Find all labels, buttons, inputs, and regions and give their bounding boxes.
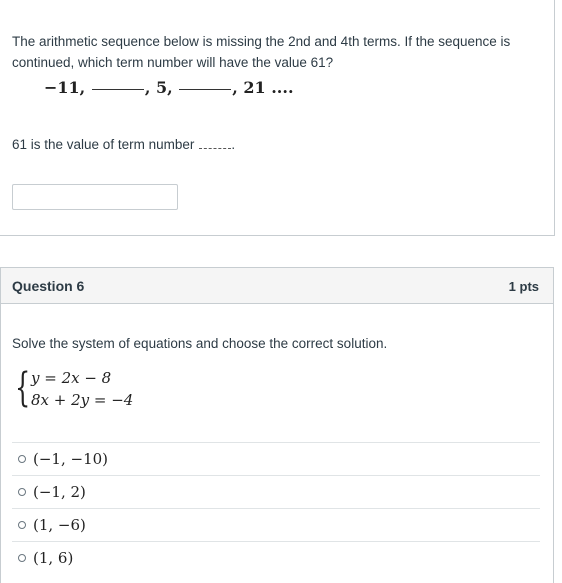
answer-option-label[interactable]: (−1, 2) — [33, 483, 86, 501]
equation-1: y = 2x − 8 — [31, 369, 112, 387]
term-number-answer-input[interactable] — [12, 184, 178, 210]
answer-option-1[interactable] — [12, 442, 540, 475]
brace-symbol: { — [15, 365, 31, 411]
term-number-blank — [199, 148, 231, 149]
question-6-prompt: Solve the system of equations and choose the correct solution. — [12, 336, 388, 351]
question-6-card — [0, 267, 554, 583]
sequence-term-1: −11, — [44, 78, 86, 97]
question-6-header — [1, 267, 553, 304]
question-points: 1 pts — [508, 279, 539, 294]
sequence-expression — [44, 78, 294, 97]
radio-button-icon[interactable] — [18, 554, 26, 562]
radio-button-icon[interactable] — [18, 488, 26, 496]
sequence-term-5: , 21 .... — [232, 78, 294, 97]
answer-option-4[interactable] — [12, 541, 540, 574]
answer-options — [12, 442, 540, 574]
answer-option-label[interactable]: (−1, −10) — [33, 450, 109, 468]
radio-button-icon[interactable] — [18, 521, 26, 529]
radio-button-icon[interactable] — [18, 455, 26, 463]
sequence-blank-2 — [92, 89, 144, 90]
equation-2: 8x + 2y = −4 — [31, 391, 134, 409]
answer-option-2[interactable] — [12, 475, 540, 508]
answer-option-label[interactable]: (1, 6) — [33, 549, 74, 567]
question-5-prompt: The arithmetic sequence below is missing the 2nd and 4th terms. If the sequence is continued, which term number will have the value 61? — [12, 34, 511, 70]
question-title: Question 6 — [12, 278, 85, 294]
answer-option-label[interactable]: (1, −6) — [33, 516, 86, 534]
term-number-sentence — [12, 137, 235, 152]
term-number-prompt: 61 is the value of term number — [12, 137, 195, 152]
answer-option-3[interactable] — [12, 508, 540, 541]
question-5-body — [0, 0, 555, 236]
sequence-term-3: , 5, — [144, 78, 173, 97]
sequence-blank-4 — [179, 89, 231, 90]
term-number-period: . — [231, 137, 236, 152]
